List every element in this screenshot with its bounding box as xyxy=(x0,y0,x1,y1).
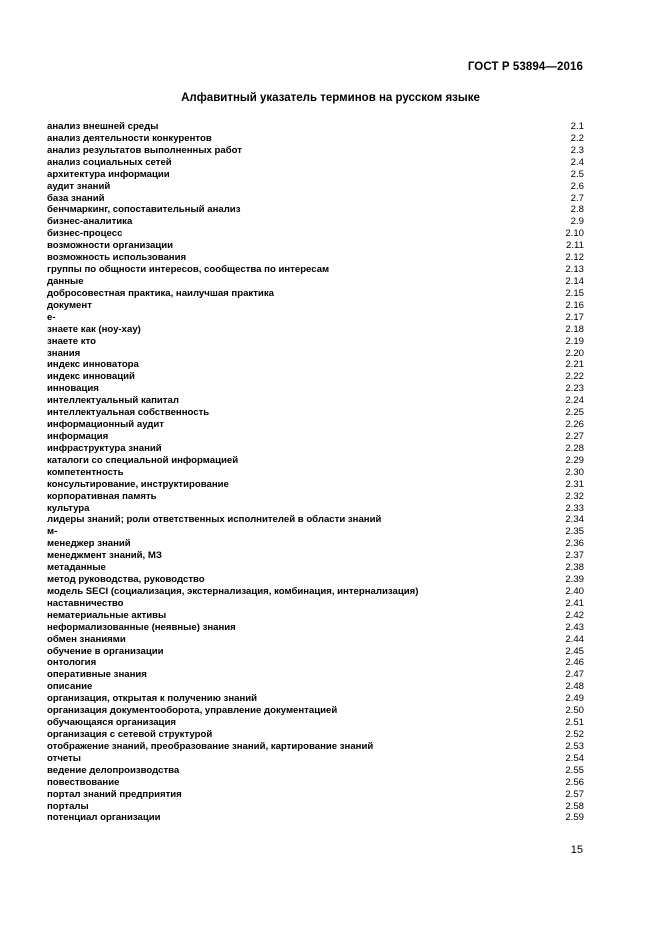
index-term: интеллектуальная собственность xyxy=(47,407,210,419)
index-entry xyxy=(47,574,584,586)
index-term: менеджер знаний xyxy=(47,538,131,550)
index-reference: 2.42 xyxy=(565,609,584,621)
index-reference: 2.32 xyxy=(565,490,584,502)
index-term: возможности организации xyxy=(47,240,174,252)
index-term: е- xyxy=(47,311,56,323)
index-term: добросовестная практика, наилучшая практика xyxy=(47,287,274,299)
index-term: бенчмаркинг, сопоставительный анализ xyxy=(47,204,241,216)
index-reference: 2.37 xyxy=(565,550,584,562)
index-reference: 2.49 xyxy=(565,693,584,705)
index-reference: 2.25 xyxy=(565,407,584,419)
index-term: знания xyxy=(47,347,81,359)
index-entry xyxy=(47,717,584,729)
index-term: метаданные xyxy=(47,562,106,574)
index-entry xyxy=(47,801,584,813)
index-entry xyxy=(47,562,584,574)
index-entry xyxy=(47,371,584,383)
index-reference: 2.20 xyxy=(565,347,584,359)
index-term: индекс инноватора xyxy=(47,359,139,371)
index-entry xyxy=(47,395,584,407)
index-term: интеллектуальный капитал xyxy=(47,395,179,407)
index-term: отображение знаний, преобразование знаний, картирование знаний xyxy=(47,740,374,752)
index-term: бизнес-процесс xyxy=(47,228,123,240)
index-reference: 2.28 xyxy=(565,442,584,454)
index-entry xyxy=(47,634,584,646)
index-term: анализ деятельности конкурентов xyxy=(47,132,212,144)
index-entry xyxy=(47,550,584,562)
index-entry xyxy=(47,610,584,622)
index-reference: 2.57 xyxy=(565,788,584,800)
index-reference: 2.1 xyxy=(570,121,584,132)
index-entry xyxy=(47,538,584,550)
index-entry xyxy=(47,276,584,288)
index-term: описание xyxy=(47,681,93,693)
index-entry xyxy=(47,669,584,681)
standard-code: ГОСТ Р 53894—2016 xyxy=(467,61,583,73)
index-entry xyxy=(47,693,584,705)
index-reference: 2.50 xyxy=(565,705,584,717)
index-reference: 2.36 xyxy=(565,538,584,550)
index-reference: 2.21 xyxy=(565,359,584,371)
index-reference: 2.58 xyxy=(565,800,584,812)
index-reference: 2.5 xyxy=(570,168,584,180)
index-reference: 2.54 xyxy=(565,752,584,764)
index-entry xyxy=(47,419,584,431)
index-entry xyxy=(47,288,584,300)
index-entry xyxy=(47,157,584,169)
index-term: потенциал организации xyxy=(47,812,161,824)
index-entry xyxy=(47,300,584,312)
index-term: наставничество xyxy=(47,597,124,609)
page-number: 15 xyxy=(570,844,583,856)
index-term: метод руководства, руководство xyxy=(47,574,205,586)
index-entry xyxy=(47,431,584,443)
index-term: обучение в организации xyxy=(47,645,164,657)
index-entry xyxy=(47,193,584,205)
index-reference: 2.2 xyxy=(570,132,584,144)
index-term: аудит знаний xyxy=(47,180,111,192)
index-entry xyxy=(47,264,584,276)
index-term: анализ результатов выполненных работ xyxy=(47,144,242,156)
index-entry xyxy=(47,753,584,765)
index-term: консультирование, инструктирование xyxy=(47,478,229,490)
index-term: компетентность xyxy=(47,466,124,478)
index-reference: 2.11 xyxy=(566,240,584,252)
index-term: обучающаяся организация xyxy=(47,717,176,729)
index-reference: 2.31 xyxy=(565,478,584,490)
index-reference: 2.17 xyxy=(565,311,584,323)
index-term: культура xyxy=(47,502,90,514)
index-entry xyxy=(47,455,584,467)
index-term: информация xyxy=(47,430,109,442)
index-entry xyxy=(47,407,584,419)
index-entry xyxy=(47,765,584,777)
index-entry xyxy=(47,741,584,753)
index-reference: 2.16 xyxy=(565,299,584,311)
index-reference: 2.44 xyxy=(565,633,584,645)
index-term: документ xyxy=(47,299,92,311)
index-reference: 2.38 xyxy=(565,562,584,574)
index-entry xyxy=(47,622,584,634)
index-reference: 2.13 xyxy=(565,264,584,276)
index-reference: 2.47 xyxy=(565,669,584,681)
index-entry xyxy=(47,121,584,133)
index-term: порталы xyxy=(47,800,89,812)
term-index-list xyxy=(47,121,584,824)
index-entry xyxy=(47,252,584,264)
index-reference: 2.55 xyxy=(565,764,584,776)
index-term: знаете как (ноу-хау) xyxy=(47,323,141,335)
index-reference: 2.14 xyxy=(565,275,584,287)
index-entry xyxy=(47,681,584,693)
index-reference: 2.39 xyxy=(565,574,584,586)
index-entry xyxy=(47,503,584,515)
index-term: повествование xyxy=(47,776,120,788)
index-entry xyxy=(47,705,584,717)
index-entry xyxy=(47,586,584,598)
index-term: обмен знаниями xyxy=(47,633,126,645)
index-entry xyxy=(47,598,584,610)
index-term: отчеты xyxy=(47,752,81,764)
index-entry xyxy=(47,336,584,348)
index-reference: 2.6 xyxy=(570,180,584,192)
index-reference: 2.3 xyxy=(570,144,584,156)
index-reference: 2.41 xyxy=(565,597,584,609)
index-term: анализ социальных сетей xyxy=(47,156,172,168)
index-reference: 2.51 xyxy=(565,717,584,729)
index-term: лидеры знаний; роли ответственных исполнителей в области знаний xyxy=(47,514,382,526)
index-term: корпоративная память xyxy=(47,490,157,502)
index-reference: 2.53 xyxy=(565,740,584,752)
index-entry xyxy=(47,216,584,228)
index-term: инфраструктура знаний xyxy=(47,442,162,454)
index-entry xyxy=(47,228,584,240)
index-entry xyxy=(47,169,584,181)
index-reference: 2.59 xyxy=(565,812,584,824)
index-term: оперативные знания xyxy=(47,669,147,681)
index-reference: 2.9 xyxy=(570,216,584,228)
index-reference: 2.27 xyxy=(565,430,584,442)
index-term: неформализованные (неявные) знания xyxy=(47,621,236,633)
index-entry xyxy=(47,777,584,789)
index-reference: 2.19 xyxy=(565,335,584,347)
index-term: база знаний xyxy=(47,192,105,204)
index-reference: 2.8 xyxy=(570,204,584,216)
index-term: архитектура информации xyxy=(47,168,170,180)
index-entry xyxy=(47,657,584,669)
index-entry xyxy=(47,181,584,193)
index-reference: 2.34 xyxy=(565,514,584,526)
index-title: Алфавитный указатель терминов на русском языке xyxy=(181,92,480,104)
index-entry xyxy=(47,359,584,371)
index-term: организация с сетевой структурой xyxy=(47,729,213,741)
index-term: нематериальные активы xyxy=(47,609,167,621)
index-reference: 2.45 xyxy=(565,645,584,657)
index-entry xyxy=(47,514,584,526)
index-term: индекс инноваций xyxy=(47,371,135,383)
index-term: портал знаний предприятия xyxy=(47,788,182,800)
index-reference: 2.18 xyxy=(565,323,584,335)
index-reference: 2.12 xyxy=(565,252,584,264)
index-reference: 2.7 xyxy=(570,192,584,204)
index-term: ведение делопроизводства xyxy=(47,764,180,776)
index-reference: 2.4 xyxy=(570,156,584,168)
index-reference: 2.22 xyxy=(565,371,584,383)
index-reference: 2.30 xyxy=(565,466,584,478)
index-term: организация, открытая к получению знаний xyxy=(47,693,258,705)
index-term: данные xyxy=(47,275,84,287)
index-entry xyxy=(47,443,584,455)
index-entry xyxy=(47,204,584,216)
index-term: группы по общности интересов, сообщества по интересам xyxy=(47,264,330,276)
index-entry xyxy=(47,312,584,324)
index-term: онтология xyxy=(47,657,97,669)
index-term: анализ внешней среды xyxy=(47,121,159,132)
index-term: модель SECI (социализация, экстернализация, комбинация, интернализация) xyxy=(47,585,419,597)
index-entry xyxy=(47,383,584,395)
index-reference: 2.52 xyxy=(565,729,584,741)
index-term: организация документооборота, управление документацией xyxy=(47,705,338,717)
index-reference: 2.26 xyxy=(565,419,584,431)
index-reference: 2.46 xyxy=(565,657,584,669)
index-term: менеджмент знаний, МЗ xyxy=(47,550,162,562)
index-term: инновация xyxy=(47,383,99,395)
index-term: знаете кто xyxy=(47,335,97,347)
index-reference: 2.35 xyxy=(565,526,584,538)
index-entry xyxy=(47,324,584,336)
index-entry xyxy=(47,145,584,157)
index-entry xyxy=(47,240,584,252)
index-reference: 2.24 xyxy=(565,395,584,407)
index-reference: 2.10 xyxy=(565,228,584,240)
index-entry xyxy=(47,348,584,360)
index-entry xyxy=(47,646,584,658)
index-term: бизнес-аналитика xyxy=(47,216,133,228)
index-entry xyxy=(47,491,584,503)
index-reference: 2.29 xyxy=(565,454,584,466)
index-reference: 2.15 xyxy=(565,287,584,299)
index-term: каталоги со специальной информацией xyxy=(47,454,239,466)
index-entry xyxy=(47,789,584,801)
index-term: м- xyxy=(47,526,58,538)
index-entry xyxy=(47,479,584,491)
index-entry xyxy=(47,729,584,741)
index-term: возможность использования xyxy=(47,252,187,264)
index-reference: 2.40 xyxy=(565,585,584,597)
index-reference: 2.43 xyxy=(565,621,584,633)
index-reference: 2.48 xyxy=(565,681,584,693)
index-reference: 2.56 xyxy=(565,776,584,788)
index-reference: 2.23 xyxy=(565,383,584,395)
index-entry xyxy=(47,133,584,145)
index-entry xyxy=(47,467,584,479)
index-reference: 2.33 xyxy=(565,502,584,514)
index-entry xyxy=(47,812,584,824)
index-entry xyxy=(47,526,584,538)
index-term: информационный аудит xyxy=(47,419,164,431)
